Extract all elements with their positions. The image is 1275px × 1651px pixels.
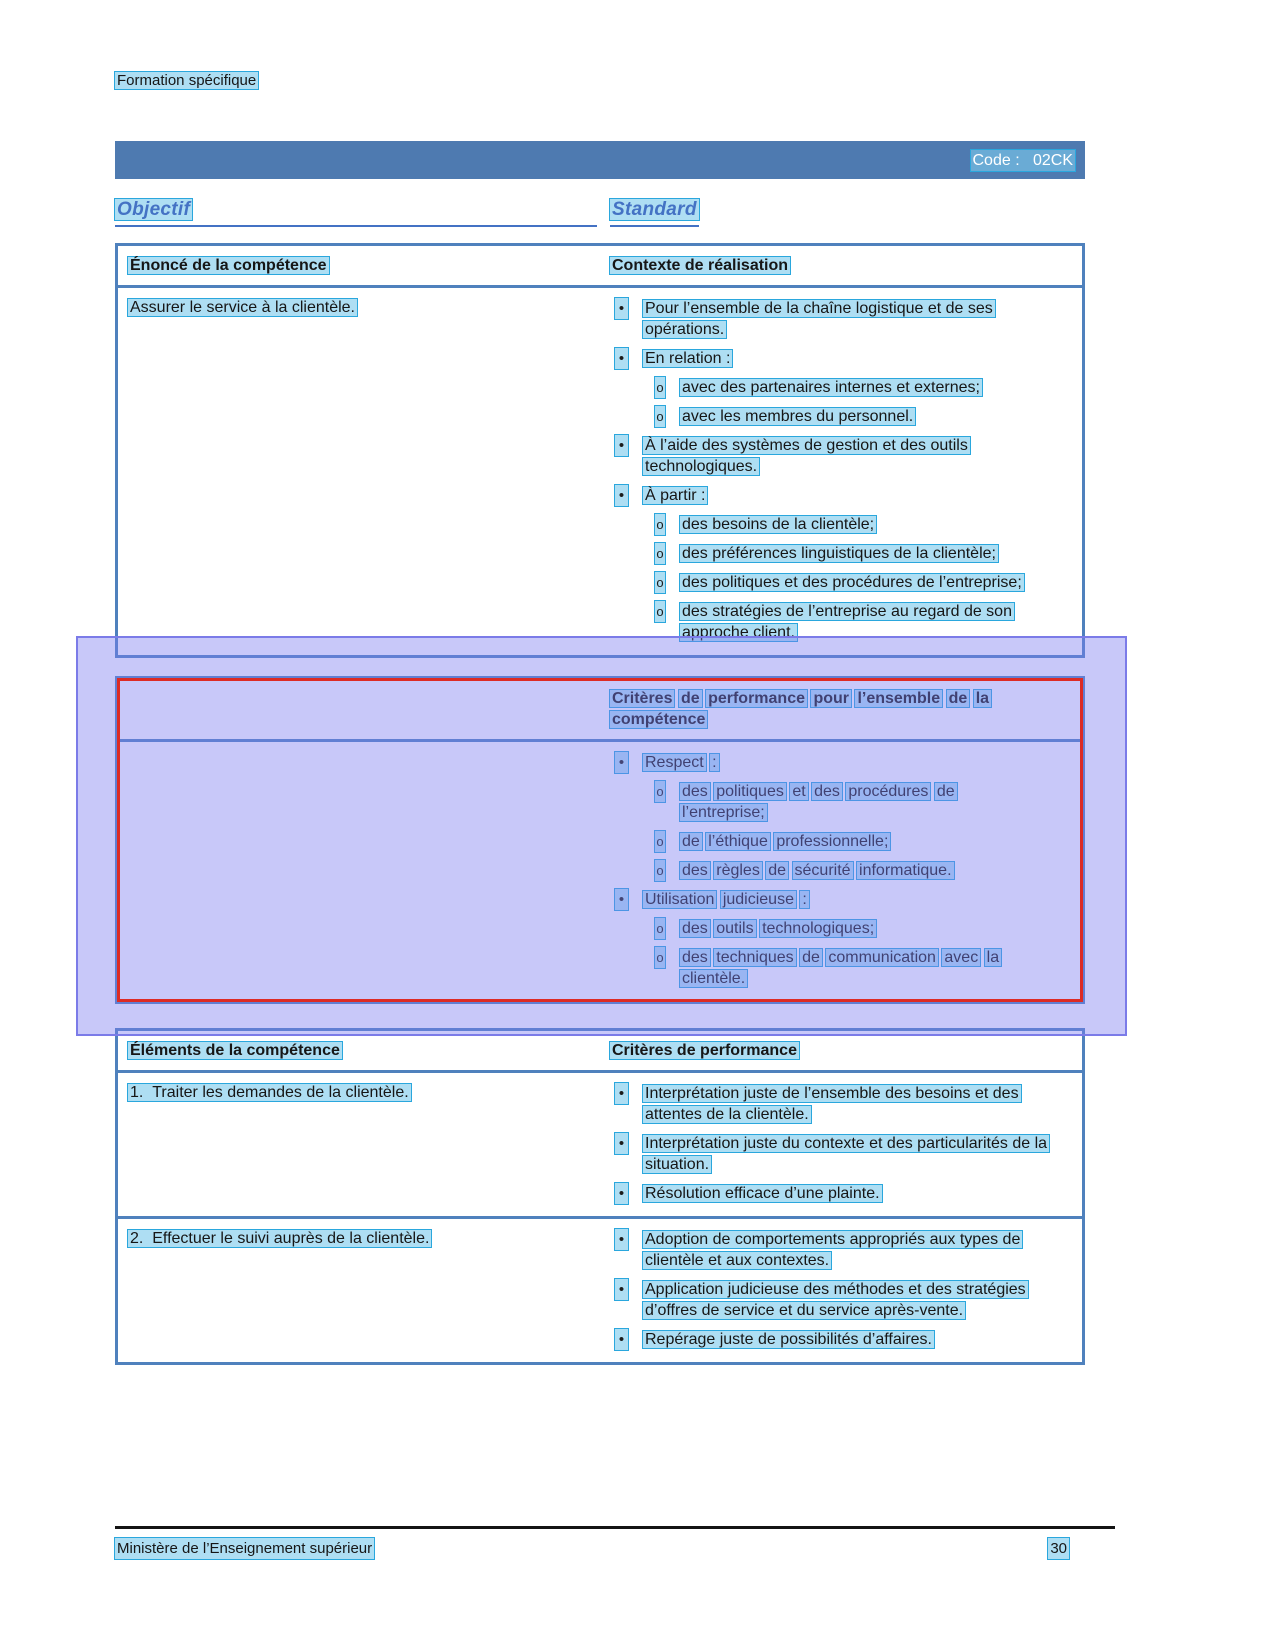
highlighted-text: À l’aide des systèmes de gestion et des outils technologiques. <box>645 437 968 475</box>
header-text-criteres: Critères de performance <box>612 1042 797 1059</box>
elements-table <box>115 1028 1085 1365</box>
competence-table <box>115 243 1085 658</box>
circle-bullet-icon: o <box>655 377 665 398</box>
bullet-item <box>610 298 1068 340</box>
highlighted-word: sécurité <box>794 862 851 879</box>
bullet-text <box>643 298 1068 340</box>
circle-bullet-icon: o <box>655 860 665 881</box>
circle-bullet-icon: o <box>655 601 665 622</box>
bullet-text <box>680 572 1024 593</box>
criteria-body-left-cell <box>118 742 610 1001</box>
context-list <box>610 288 1082 655</box>
element-text: 2. Effectuer le suivi auprès de la clientèle. <box>130 1230 430 1247</box>
standard-heading <box>610 199 699 227</box>
highlighted-word: technologiques; <box>762 920 875 937</box>
bullet-item <box>610 377 1068 398</box>
highlighted-word: outils <box>716 920 754 937</box>
header-text-elements: Éléments de la compétence <box>130 1042 340 1059</box>
highlighted-word: informatique. <box>859 862 952 879</box>
highlighted-word: de <box>680 690 700 707</box>
highlighted-text: avec les membres du personnel. <box>682 408 914 425</box>
highlighted-word: Utilisation <box>645 891 715 908</box>
circle-bullet-icon: o <box>655 572 665 593</box>
bullet-text <box>643 1083 1068 1125</box>
document-content <box>115 0 1085 1365</box>
header-text-contexte: Contexte de réalisation <box>612 257 789 274</box>
highlighted-text: Repérage juste de possibilités d’affaires. <box>645 1331 932 1348</box>
disc-bullet-icon: • <box>615 889 628 910</box>
bullet-item <box>610 485 1068 506</box>
bullet-item <box>610 918 1068 939</box>
highlighted-word: de <box>948 690 968 707</box>
bullet-text <box>680 514 876 535</box>
highlighted-text: Pour l’ensemble de la chaîne logistique et de ses opérations. <box>645 300 993 338</box>
highlighted-word: procédures <box>848 783 929 800</box>
highlighted-word: de <box>768 862 787 879</box>
bullet-text <box>680 543 998 564</box>
highlighted-word: l’ensemble <box>857 690 941 707</box>
highlighted-text: Résolution efficace d’une plainte. <box>645 1185 880 1202</box>
highlighted-word: : <box>712 754 717 771</box>
bullet-item <box>610 1133 1068 1175</box>
objectif-heading-text: Objectif <box>117 199 191 220</box>
highlighted-word: de <box>802 949 820 966</box>
circle-bullet-icon: o <box>655 543 665 564</box>
bullet-text <box>680 860 954 881</box>
bullet-item <box>610 752 1068 773</box>
highlighted-word: des <box>682 783 708 800</box>
highlighted-word: de <box>936 783 955 800</box>
footer-ministry-text: Ministère de l’Enseignement supérieur <box>117 1540 373 1557</box>
highlighted-word: l’entreprise; <box>682 804 765 821</box>
bullet-text <box>643 1183 882 1204</box>
bullet-item <box>610 1279 1068 1321</box>
circle-bullet-icon: o <box>655 918 665 939</box>
highlighted-word: clientèle. <box>682 970 746 987</box>
criteria-section <box>115 676 1085 1004</box>
highlighted-word: professionnelle; <box>776 833 889 850</box>
bullet-text <box>680 601 1042 643</box>
disc-bullet-icon: • <box>615 348 628 369</box>
bullet-text <box>680 377 982 398</box>
header-cell-contexte <box>610 246 1082 285</box>
highlighted-word: pour <box>813 690 849 707</box>
bullet-text <box>680 781 1042 823</box>
bullet-item <box>610 543 1068 564</box>
header-text-enonce: Énoncé de la compétence <box>130 257 327 274</box>
disc-bullet-icon: • <box>615 1229 628 1250</box>
highlighted-word: politiques <box>716 783 784 800</box>
section-label-text: Formation spécifique <box>117 72 257 89</box>
highlighted-word: : <box>802 891 807 908</box>
highlighted-word: et <box>792 783 806 800</box>
highlighted-text: Adoption de comportements appropriés aux types de clientèle et aux contextes. <box>645 1231 1021 1269</box>
disc-bullet-icon: • <box>615 752 628 773</box>
bullet-item <box>610 406 1068 427</box>
bullet-item <box>610 781 1068 823</box>
header-cell-enonce <box>118 246 610 285</box>
criteria-header-cell <box>610 679 1082 739</box>
circle-bullet-icon: o <box>655 406 665 427</box>
criteria-cell <box>610 1073 1082 1216</box>
highlighted-word: des <box>682 862 708 879</box>
highlighted-text: Application judicieuse des méthodes et des stratégies d’offres de service et du service après-vente. <box>645 1281 1026 1319</box>
bullet-text <box>643 485 707 506</box>
highlighted-text: À partir : <box>645 487 706 504</box>
bullet-text <box>643 1329 934 1350</box>
table-row <box>118 1216 1082 1362</box>
bullet-text <box>643 752 719 773</box>
disc-bullet-icon: • <box>615 1279 628 1300</box>
highlighted-word: Critères <box>612 690 673 707</box>
competence-table-body <box>118 288 1082 655</box>
highlighted-word: règles <box>716 862 760 879</box>
highlighted-text: des préférences linguistiques de la clientèle; <box>682 545 996 562</box>
bullet-text <box>643 435 1068 477</box>
bullet-item <box>610 514 1068 535</box>
page-footer <box>115 1526 1115 1559</box>
highlighted-word: communication <box>828 949 936 966</box>
highlighted-word: la <box>975 690 990 707</box>
competence-cell <box>118 288 610 655</box>
highlighted-word: la <box>986 949 1000 966</box>
bullet-item <box>610 860 1068 881</box>
highlighted-text: Interprétation juste de l’ensemble des besoins et des attentes de la clientèle. <box>645 1085 1019 1123</box>
highlighted-word: avec <box>944 949 979 966</box>
circle-bullet-icon: o <box>655 514 665 535</box>
disc-bullet-icon: • <box>615 1083 628 1104</box>
bullet-item <box>610 831 1068 852</box>
highlighted-word: compétence <box>612 711 706 728</box>
circle-bullet-icon: o <box>655 831 665 852</box>
highlighted-text: des stratégies de l’entreprise au regard de son approche client. <box>682 603 1012 641</box>
bullet-text <box>680 918 876 939</box>
highlighted-word: judicieuse <box>722 891 794 908</box>
criteria-list <box>610 742 1082 1001</box>
elements-table-header <box>118 1031 1082 1070</box>
criteria-header-row <box>118 679 1082 742</box>
highlighted-text: des politiques et des procédures de l’entreprise; <box>682 574 1022 591</box>
highlighted-text: avec des partenaires internes et externes; <box>682 379 980 396</box>
elements-table-rows <box>118 1070 1082 1362</box>
objective-standard-row <box>115 199 1085 227</box>
bullet-item <box>610 572 1068 593</box>
competence-table-header <box>118 246 1082 288</box>
disc-bullet-icon: • <box>615 298 628 319</box>
disc-bullet-icon: • <box>615 1133 628 1154</box>
highlighted-word: des <box>814 783 840 800</box>
highlighted-text: des besoins de la clientèle; <box>682 516 875 533</box>
table-row <box>118 1070 1082 1216</box>
bullet-item <box>610 435 1068 477</box>
bullet-text <box>680 947 1042 989</box>
element-text: 1. Traiter les demandes de la clientèle. <box>130 1084 409 1101</box>
code-label: Code : 02CK <box>972 151 1073 169</box>
element-cell <box>118 1073 610 1216</box>
disc-bullet-icon: • <box>615 435 628 456</box>
bullet-item <box>610 1329 1068 1350</box>
bullet-item <box>610 1083 1068 1125</box>
bullet-text <box>643 1229 1068 1271</box>
highlighted-word: performance <box>708 690 805 707</box>
disc-bullet-icon: • <box>615 1329 628 1350</box>
highlighted-word: Respect <box>645 754 704 771</box>
bullet-text <box>643 889 809 910</box>
element-cell <box>118 1219 610 1362</box>
highlighted-word: des <box>682 949 708 966</box>
document-section-label <box>115 70 1085 91</box>
standard-heading-text: Standard <box>612 199 697 220</box>
highlighted-word: techniques <box>716 949 794 966</box>
bullet-item <box>610 348 1068 369</box>
bullet-text <box>680 831 890 852</box>
highlighted-word: l’éthique <box>708 833 768 850</box>
bullet-item <box>610 889 1068 910</box>
bullet-item <box>610 947 1068 989</box>
bullet-item <box>610 601 1068 643</box>
bullet-item <box>610 1229 1068 1271</box>
highlighted-word: de <box>682 833 700 850</box>
bullet-text <box>643 348 732 369</box>
disc-bullet-icon: • <box>615 1183 628 1204</box>
code-banner <box>115 141 1085 179</box>
objectif-heading <box>115 199 597 227</box>
criteria-cell <box>610 1219 1082 1362</box>
bullet-text <box>680 406 915 427</box>
circle-bullet-icon: o <box>655 781 665 802</box>
bullet-item <box>610 1183 1068 1204</box>
competence-text: Assurer le service à la clientèle. <box>130 299 355 316</box>
circle-bullet-icon: o <box>655 947 665 968</box>
criteria-header-left-cell <box>118 679 610 739</box>
page-number: 30 <box>1050 1540 1067 1557</box>
header-cell-elements <box>118 1031 610 1070</box>
highlighted-text: Interprétation juste du contexte et des particularités de la situation. <box>645 1135 1048 1173</box>
highlighted-text: En relation : <box>645 350 731 367</box>
criteria-body-row <box>118 742 1082 1001</box>
bullet-text <box>643 1133 1068 1175</box>
highlighted-word: des <box>682 920 708 937</box>
criteria-header-text <box>610 688 1055 730</box>
bullet-text <box>643 1279 1068 1321</box>
header-cell-criteres <box>610 1031 1082 1070</box>
disc-bullet-icon: • <box>615 485 628 506</box>
